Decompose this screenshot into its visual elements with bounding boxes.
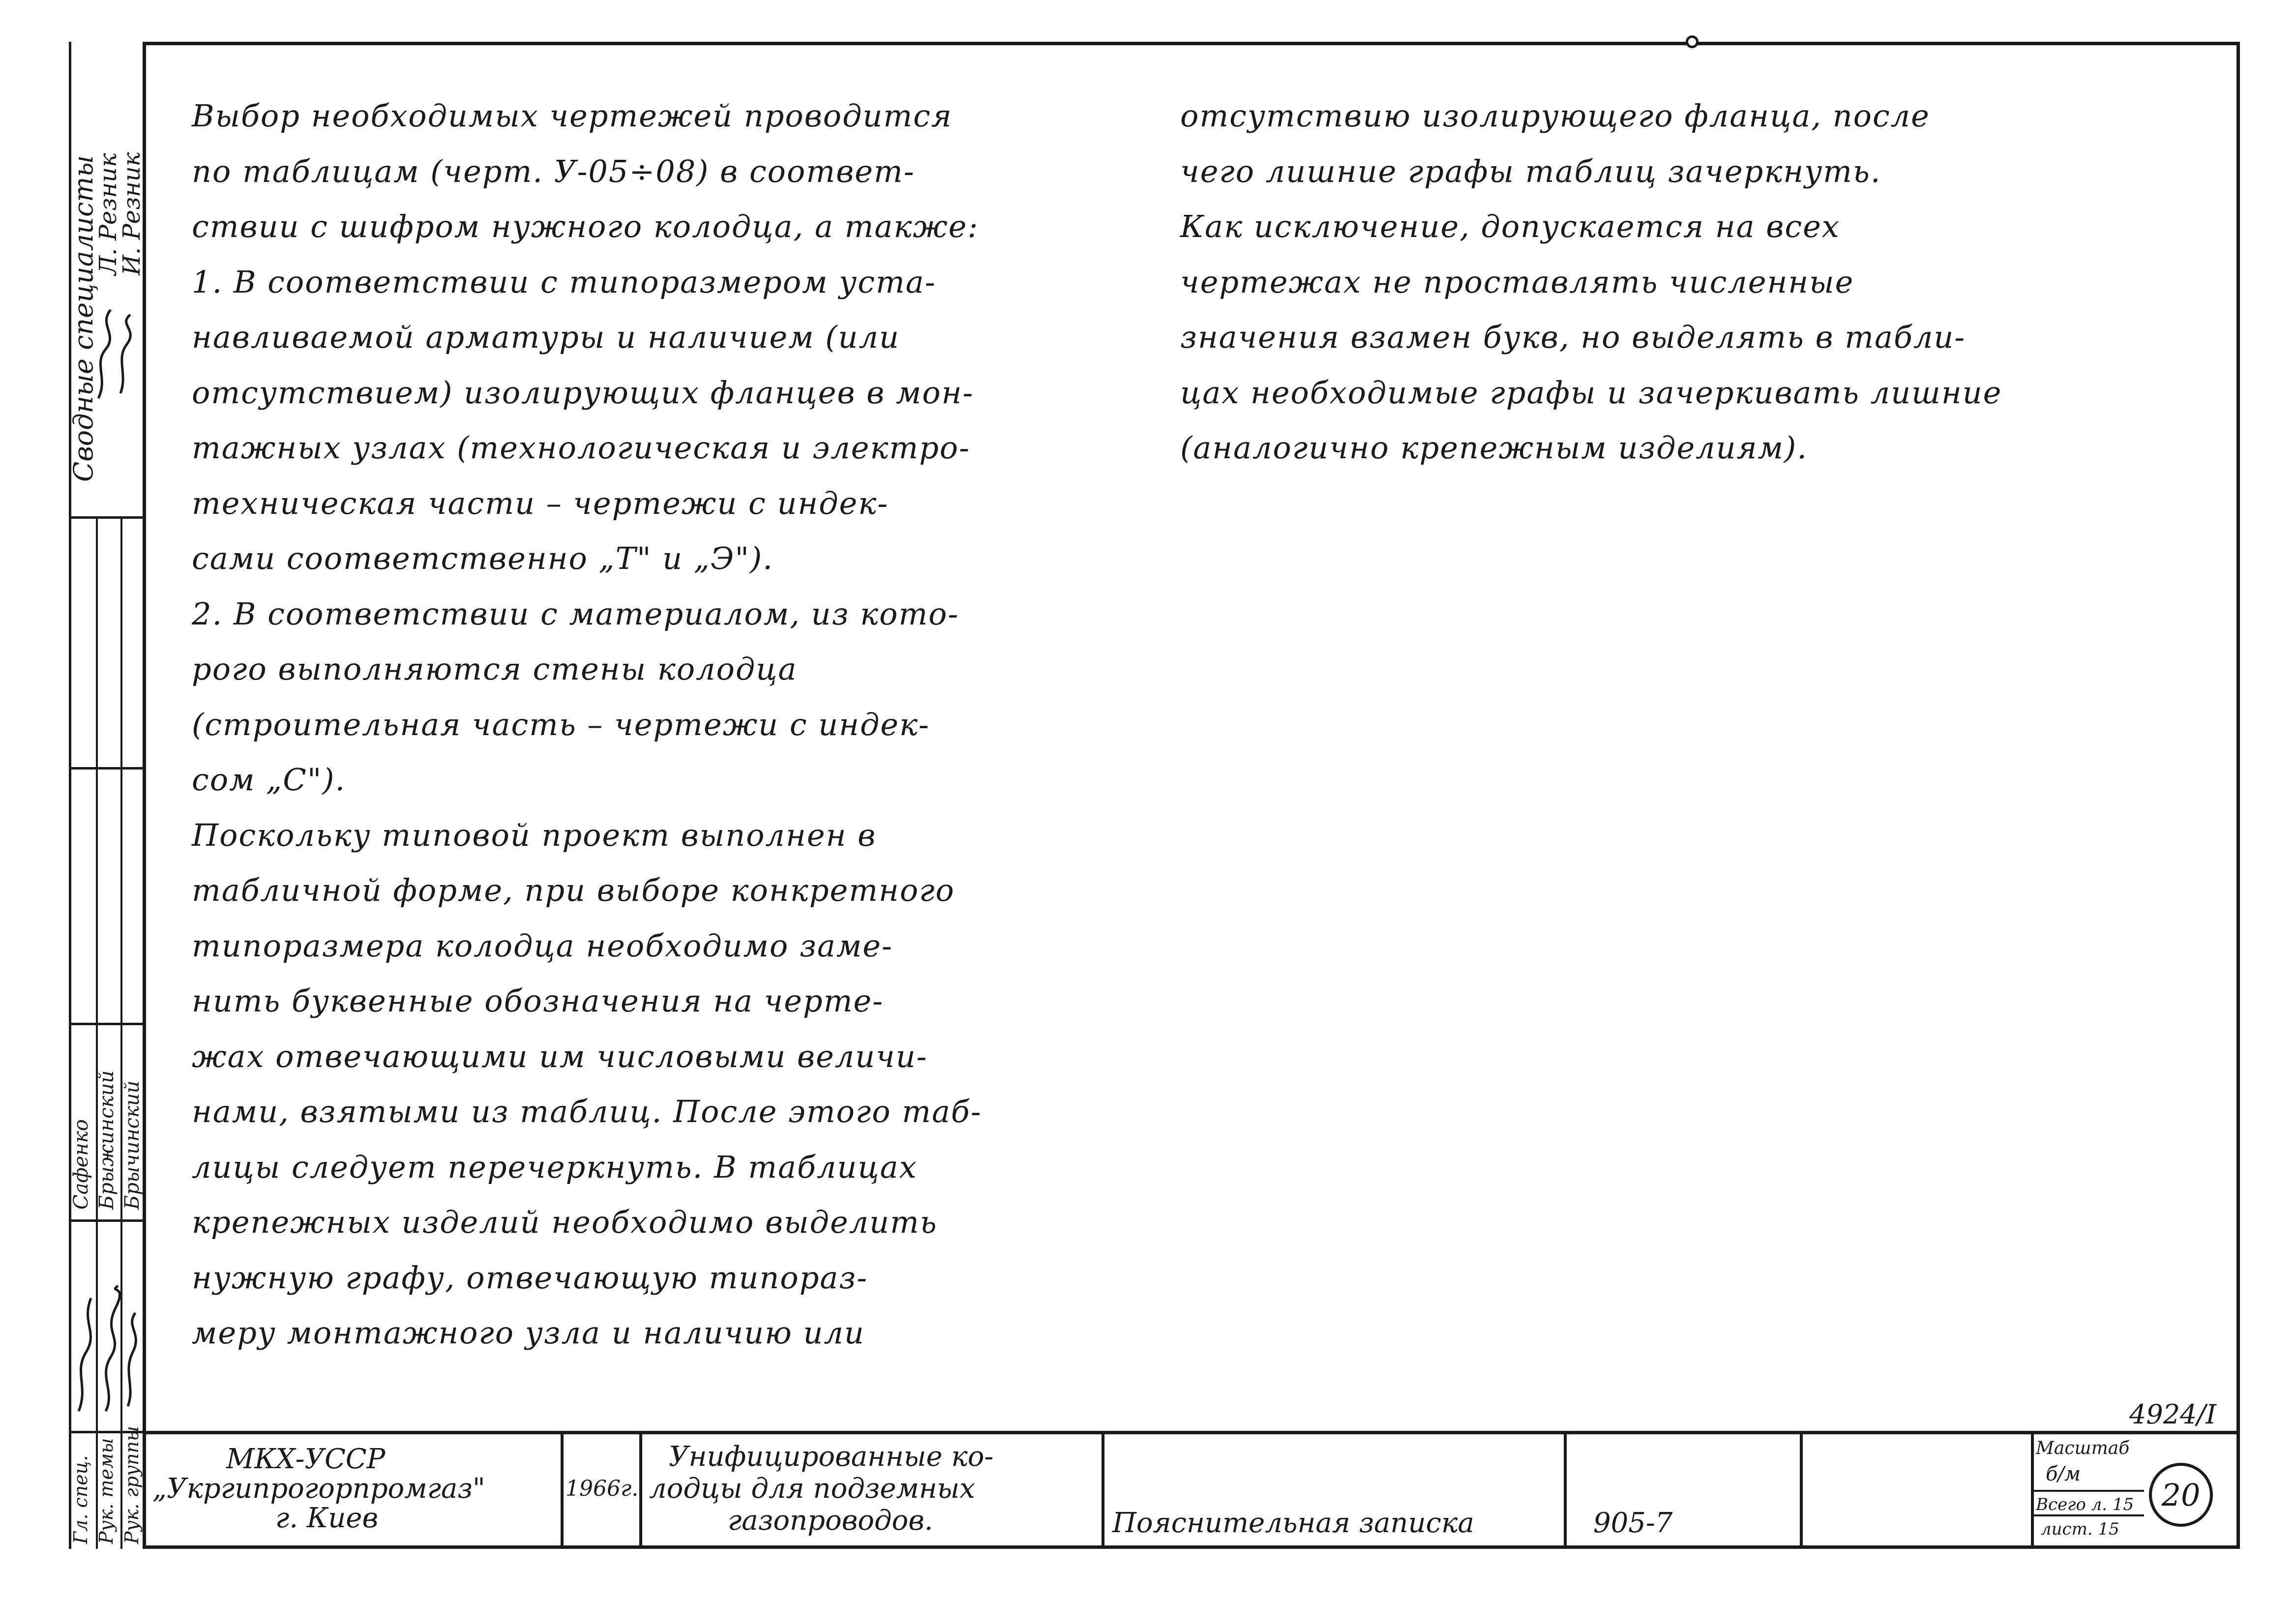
strip-signer-1: Л. Резник [94,153,122,275]
text-line: (строительная часть – чертежи с индек- [192,706,930,742]
project-line-1: Унифицированные ко- [669,1441,994,1473]
strip-row-label: Рук. группы [121,1426,143,1544]
sheets-total: Всего л. 15 [2036,1495,2134,1514]
strip-row-line [69,516,143,519]
document-title: Пояснительная записка [1112,1507,1474,1539]
title-block-divider [639,1431,642,1549]
scale-value: б/м [2046,1463,2081,1485]
title-block-divider [561,1431,564,1549]
strip-row-line [69,767,143,770]
main-text-left-column [192,89,1156,1361]
sheet-label: лист. 15 [2041,1519,2119,1539]
frame-marker [1686,35,1699,48]
text-line: сом „С"). [192,762,346,798]
strip-row-label: Гл. спец. [70,1455,91,1544]
text-line: тажных узлах (технологическая и электро- [192,430,971,466]
text-line: нужную графу, отвечающую типораз- [192,1259,868,1296]
strip-signer-2: И. Резник [118,152,146,275]
text-line: (аналогично крепежным изделиям). [1180,430,1808,466]
strip-header-signatures [69,305,143,403]
title-block-divider [1800,1431,1803,1549]
year: 1966г. [566,1476,639,1501]
stamp-row-line [2031,1490,2144,1492]
text-line: отсутствию изолирующего фланца, после [1180,98,1930,134]
text-line: Как исключение, допускается на всех [1180,208,1840,244]
text-line: типоразмера колодца необходимо заме- [192,927,893,964]
strip-row-label: Рук. темы [95,1438,117,1544]
text-line: навливаемой арматуры и наличием (или [192,319,900,355]
text-line: по таблицам (черт. У-05÷08) в соответ- [192,153,915,189]
sheet-number-circle: 20 [2149,1463,2213,1527]
text-line: рого выполняются стены колодца [192,651,798,687]
title-block-divider [1564,1431,1567,1549]
strip-row-name: Брычинский [121,1080,144,1210]
project-line-2: лодцы для подземных [649,1473,975,1505]
strip-row-name: Брыжинский [95,1070,118,1210]
strip-row-line [69,1023,143,1025]
text-line: чего лишние графы таблиц зачеркнуть. [1180,153,1881,189]
text-line: цах необходимые графы и зачеркивать лишние [1180,374,2002,411]
text-line: чертежах не проставлять численные [1180,264,1854,300]
inventory-number: 4924/I [2129,1399,2216,1430]
text-line: крепежных изделий необходимо выделить [192,1204,938,1240]
text-line: Поскольку типовой проект выполнен в [192,817,877,853]
text-line: техническая части – чертежи с индек- [192,485,889,521]
text-line: ствии с шифром нужного колодца, а также: [192,208,979,244]
series-number: 905-7 [1593,1507,1673,1539]
text-line: 1. В соответствии с типоразмером уста- [192,264,936,300]
stamp-row-line [2031,1514,2144,1516]
text-line: Выбор необходимых чертежей проводится [192,98,953,134]
org-line-1: МКХ-УССР [226,1443,386,1475]
text-line: 2. В соответствии с материалом, из кото- [192,595,959,632]
text-line: сами соответственно „Т" и „Э"). [192,540,774,576]
strip-header: Сводные специалисты [68,155,99,482]
text-line: лицы следует перечеркнуть. В таблицах [192,1149,918,1185]
text-line: жах отвечающими им числовыми величи- [192,1038,928,1074]
strip-signatures [69,1278,143,1421]
text-line: значения взамен букв, но выделять в табли- [1180,319,1966,355]
text-line: нить буквенные обозначения на черте- [192,983,884,1019]
main-text-right-column [1180,89,2213,476]
text-line: табличной форме, при выборе конкретного [192,872,955,908]
strip-row-name: Сафенко [70,1119,92,1210]
scale-label: Масштаб [2036,1438,2130,1458]
text-line: меру монтажного узла и наличию или [192,1315,865,1351]
strip-row-line [69,1219,143,1222]
org-line-2: „Укргипрогорпромгаз" [152,1473,485,1505]
org-line-3: г. Киев [275,1502,379,1534]
text-line: отсутствием) изолирующих фланцев в мон- [192,374,974,411]
text-line: нами, взятыми из таблиц. После этого таб- [192,1094,982,1129]
project-line-3: газопроводов. [728,1505,933,1537]
title-block-divider [1102,1431,1104,1549]
